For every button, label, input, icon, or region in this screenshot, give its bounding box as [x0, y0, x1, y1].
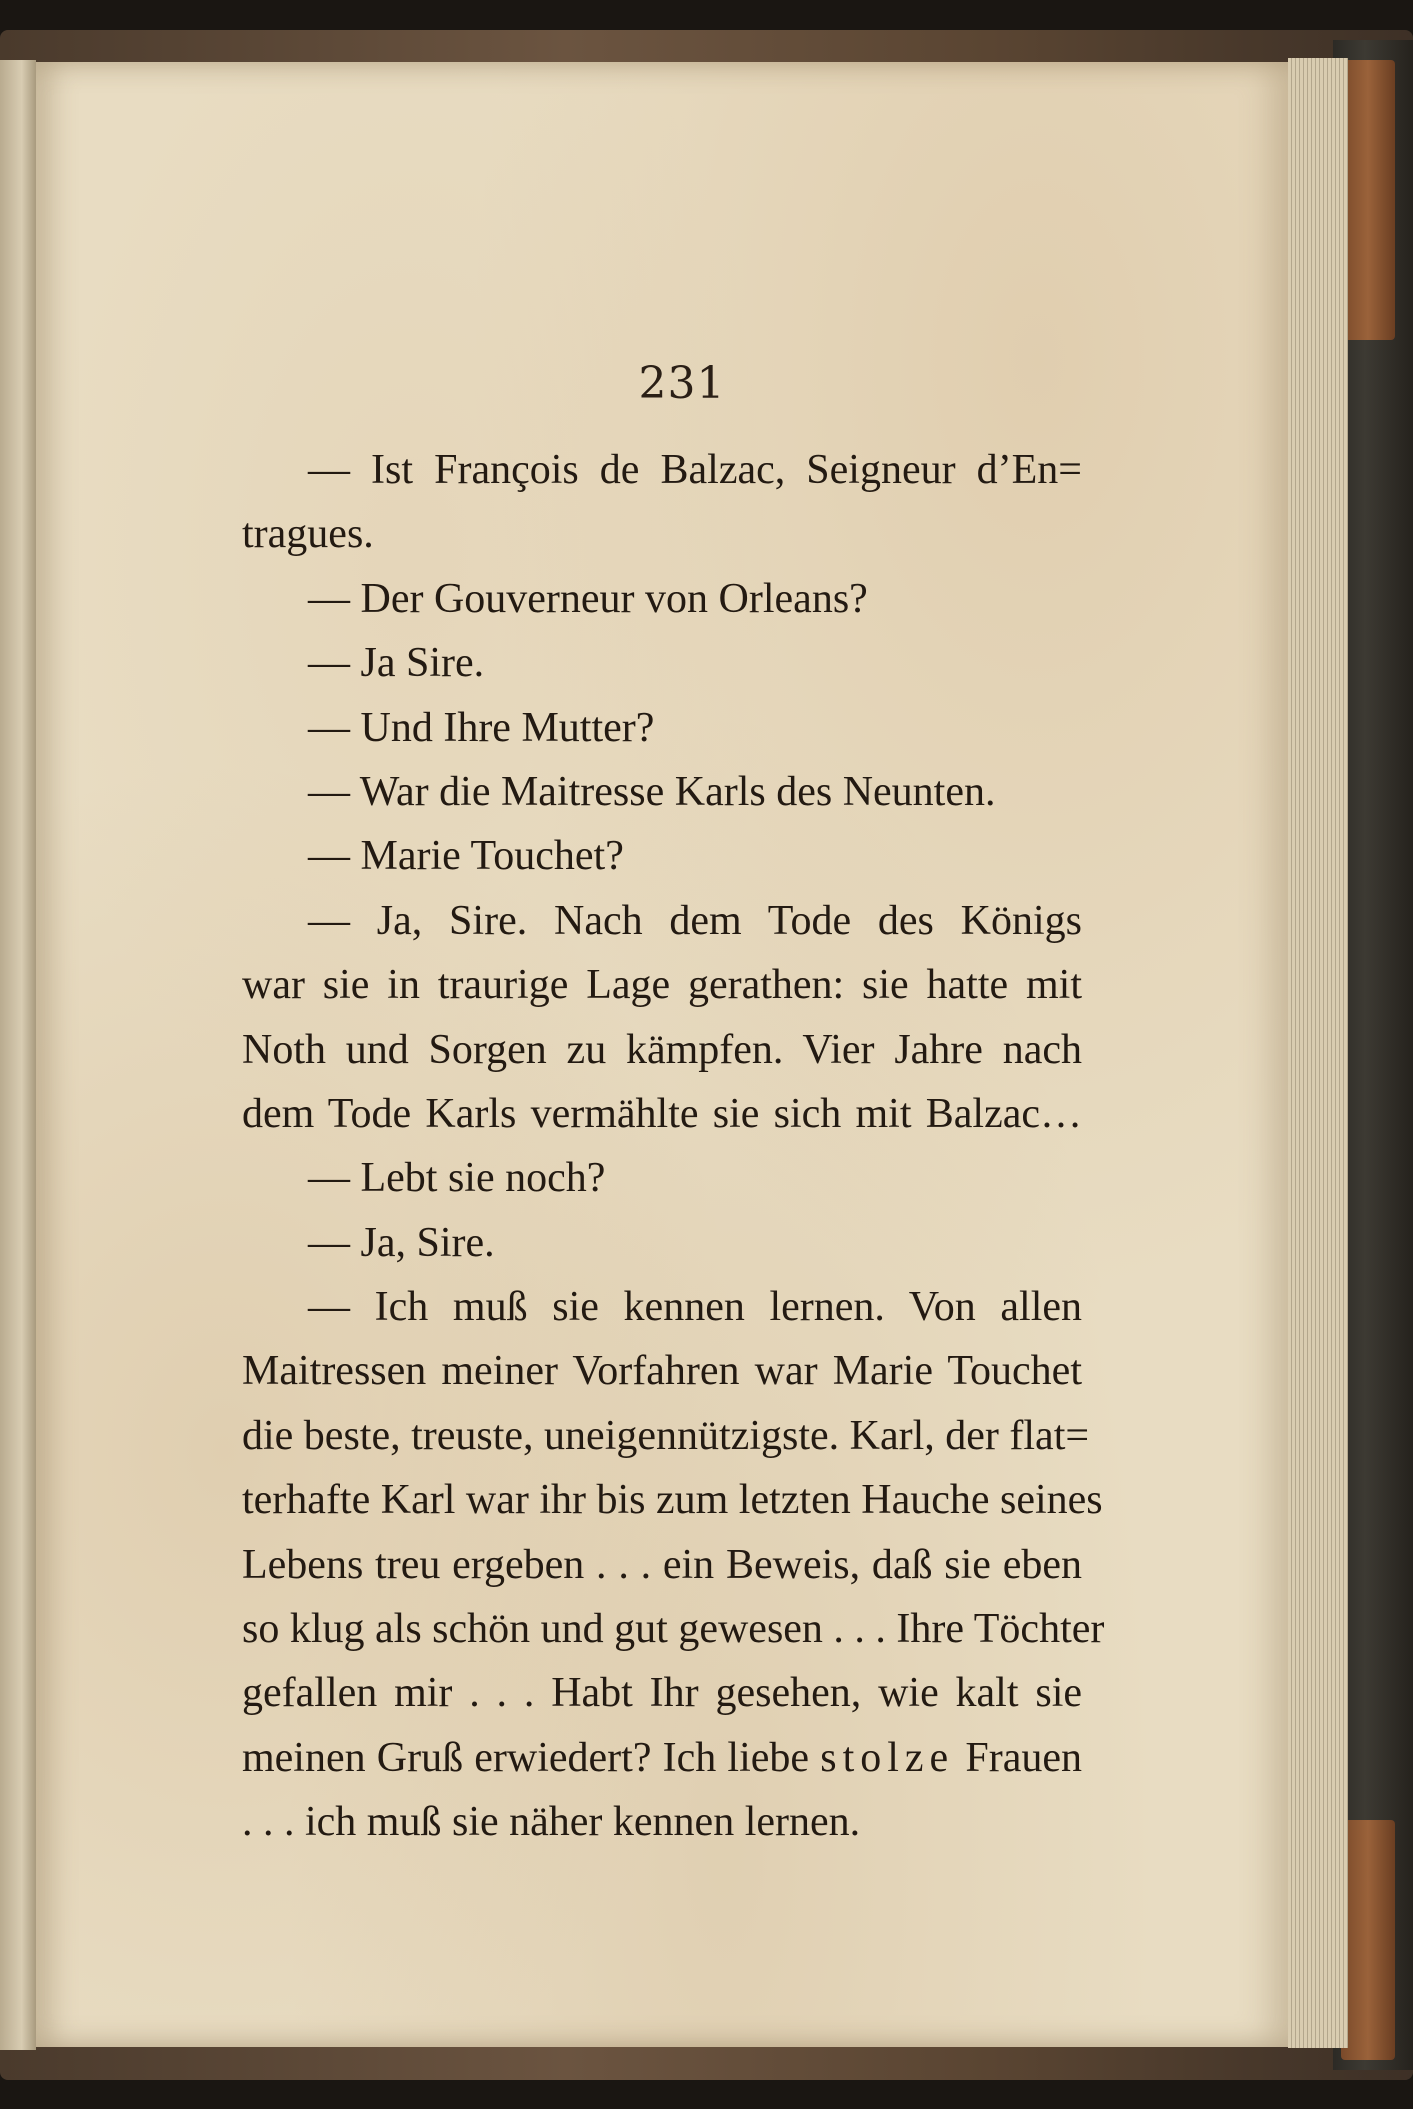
text-line: dem Tode Karls vermählte sie sich mit Balzac… [242, 1090, 1082, 1137]
text-line: — Der Gouverneur von Orleans? [308, 575, 868, 622]
text-line: — Marie Touchet? [308, 833, 624, 880]
leather-corner-top [1341, 60, 1395, 340]
text-line: tragues. [242, 511, 374, 558]
text-line: Maitressen meiner Vorfahren war Marie Touchet [242, 1348, 1082, 1395]
page-number: 231 [638, 358, 726, 409]
text-line: Noth und Sorgen zu kämpfen. Vier Jahre nach [242, 1026, 1082, 1073]
text-line: — Und Ihre Mutter? [308, 704, 655, 751]
book-page [36, 62, 1288, 2047]
text-line: — Ist François de Balzac, Seigneur d’En= [308, 447, 1082, 493]
text-line: terhafte Karl war ihr bis zum letzten Hauche seines [242, 1477, 1103, 1524]
text-line: — War die Maitresse Karls des Neunten. [308, 768, 996, 815]
text-line: — Ja, Sire. [308, 1219, 495, 1266]
page-text [242, 438, 1105, 1855]
text-line: — Ja, Sire. Nach dem Tode des Königs [308, 897, 1082, 944]
facing-page-edge [0, 60, 36, 2050]
text-segment: Frauen [965, 1734, 1083, 1781]
text-line: gefallen mir . . . Habt Ihr gesehen, wie kalt sie [242, 1670, 1082, 1717]
text-line: Lebens treu ergeben . . . ein Beweis, daß sie eben [242, 1541, 1082, 1588]
text-line: war sie in traurige Lage gerathen: sie hatte mit [242, 962, 1082, 1009]
text-line: — Ich muß sie kennen lernen. Von allen [308, 1284, 1082, 1331]
leather-corner-bottom [1341, 1820, 1395, 2060]
text-line: die beste, treuste, uneigennützigste. Karl, der flat= [242, 1412, 1090, 1459]
text-line: — Ja Sire. [308, 640, 485, 687]
text-line-with-emphasis [242, 1726, 1082, 1790]
text-line: so klug als schön und gut gewesen . . . Ihre Töchter [242, 1606, 1105, 1653]
page-block-edges [1288, 58, 1348, 2048]
emphasized-word: stolze [820, 1734, 955, 1781]
text-line: — Lebt sie noch? [308, 1155, 606, 1202]
text-line: . . . ich muß sie näher kennen lernen. [242, 1799, 861, 1846]
text-segment: meinen Gruß erwiedert? Ich liebe [242, 1734, 810, 1781]
